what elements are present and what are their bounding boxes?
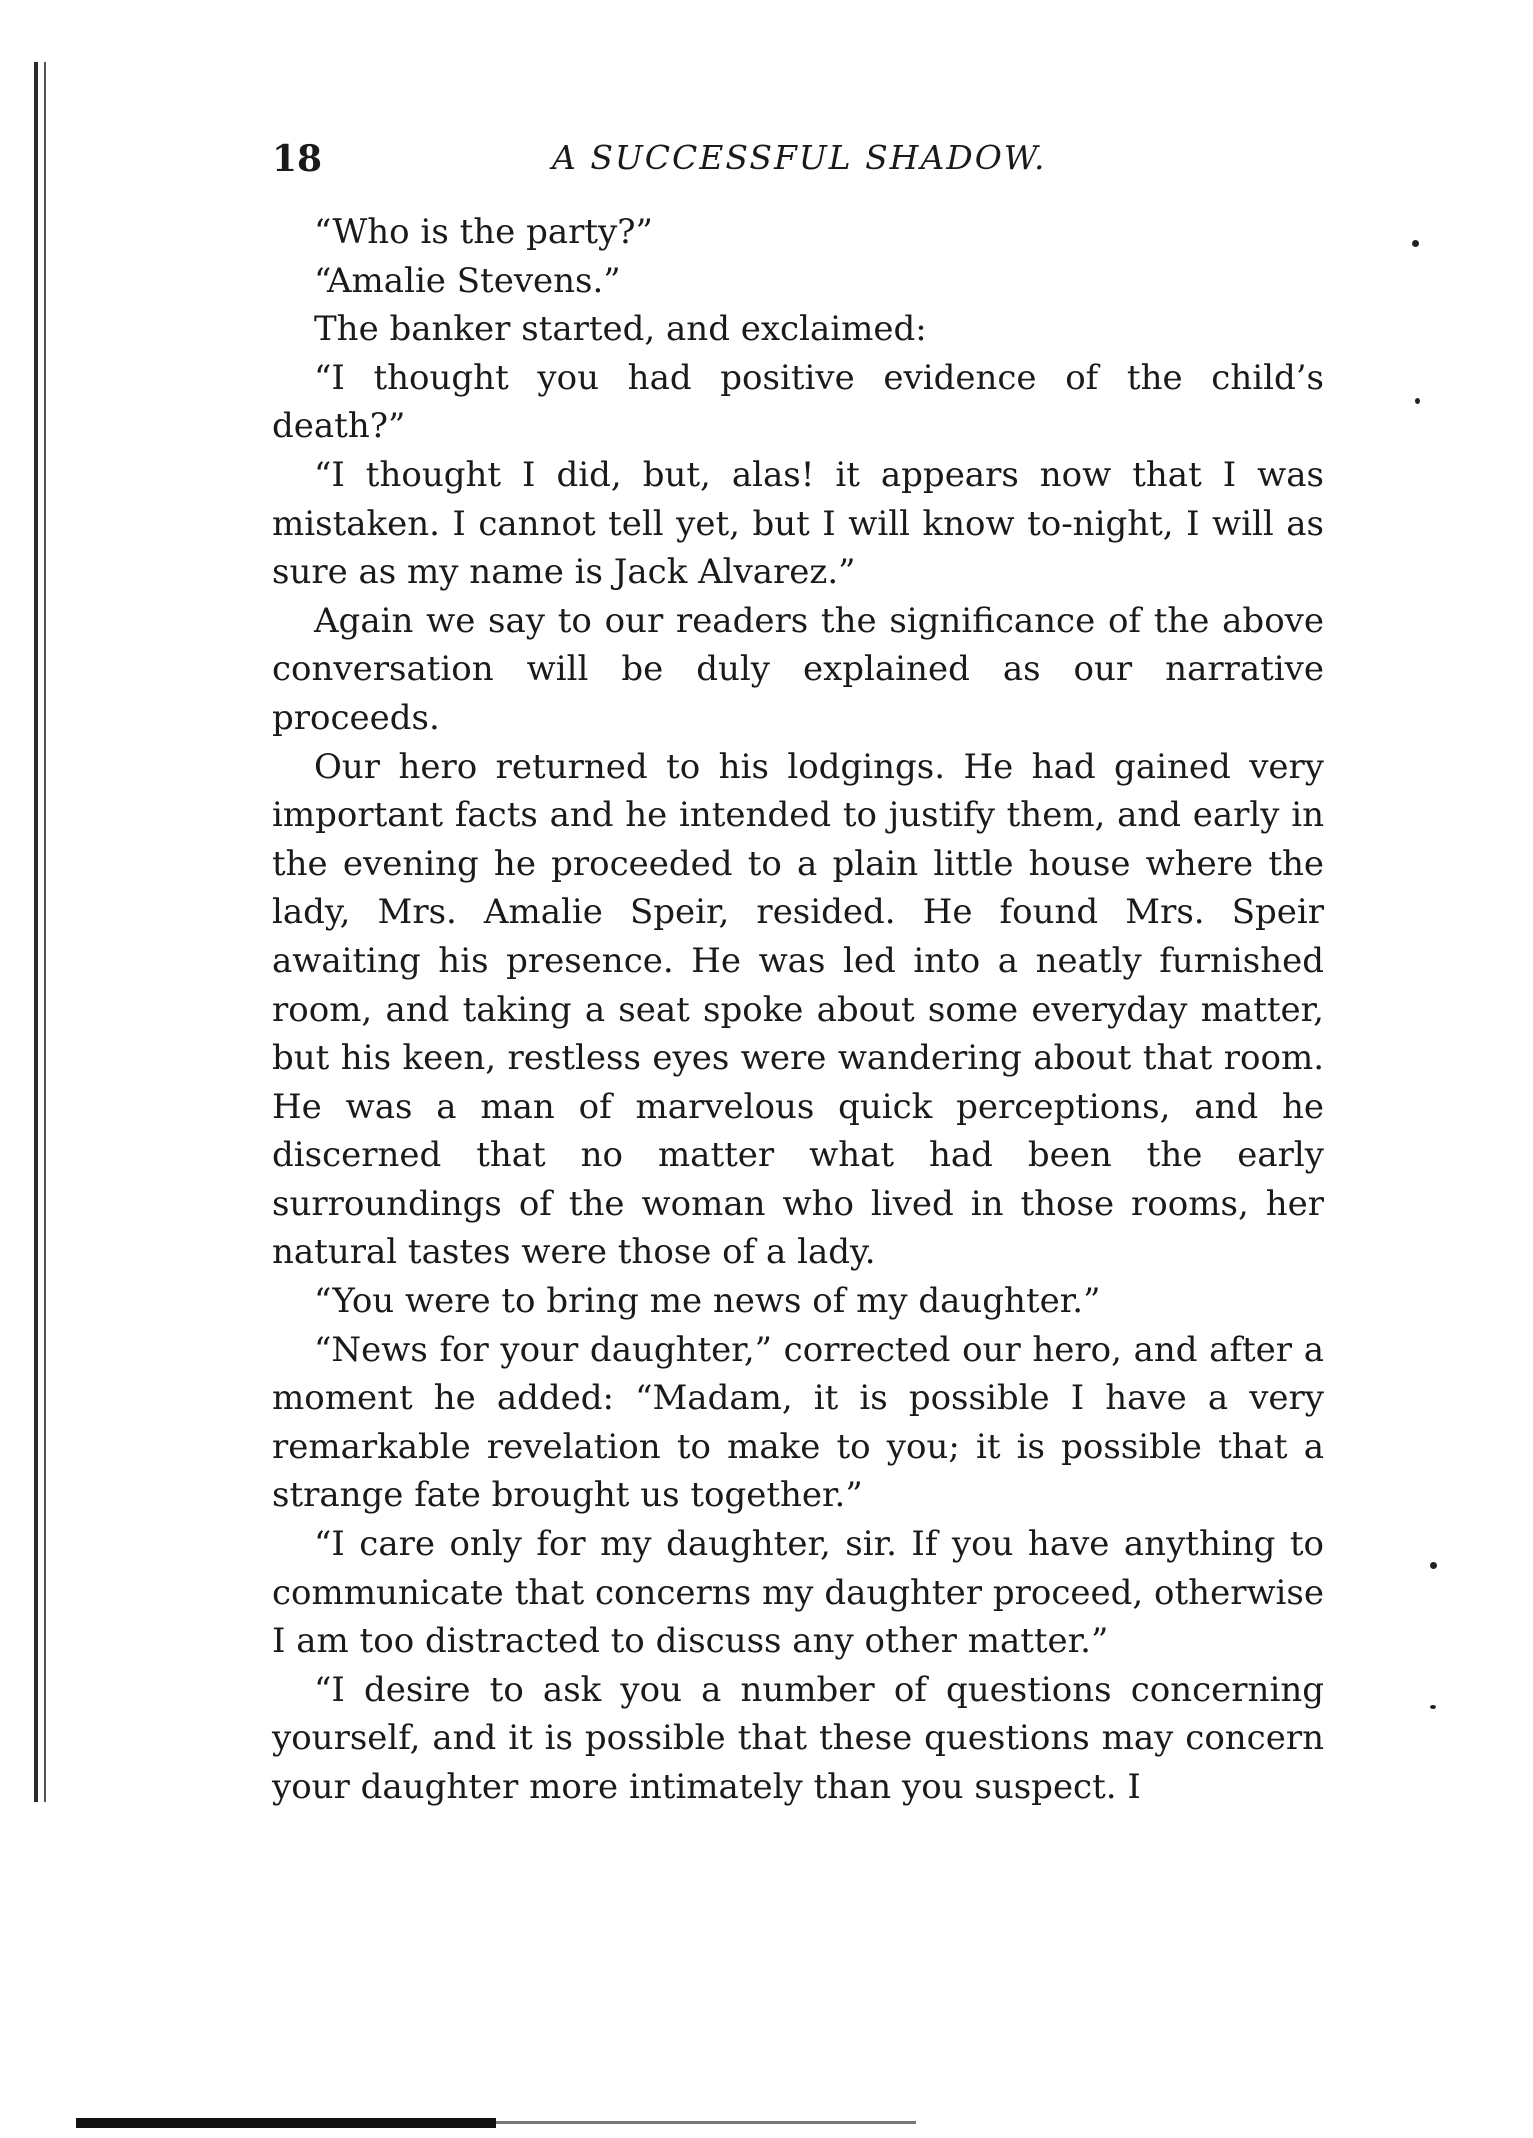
body-text [272,208,1324,1812]
paragraph: “Who is the party?” [314,212,653,252]
paragraph: “I care only for my daughter, sir. If you have anything to communicate that concerns my daughter proceed, otherwise I am too distracted to discuss any other matter.” [272,1524,1324,1662]
scan-speck [1430,1562,1437,1569]
scan-bottom-rule [76,2118,496,2128]
scan-speck [1415,398,1420,404]
paragraph: “I desire to ask you a number of questions concerning yourself, and it is possible that these questions may concern your daughter more intimately than you suspect. I [272,1669,1324,1807]
scan-gutter-line [34,62,38,1802]
paragraph: The banker started, and exclaimed: [314,309,927,350]
scan-bottom-rule-faint [496,2121,916,2124]
scan-speck [1412,240,1419,247]
scan-gutter-line-secondary [44,62,46,1802]
running-title: A SUCCESSFUL SHADOW. [552,138,1047,177]
paragraph: Again we say to our readers the significance of the above conversation will be duly explained as our narrative proceeds. [272,600,1324,738]
scan-speck [1430,1705,1436,1709]
paragraph: “I thought I did, but, alas! it appears now that I was mistaken. I cannot tell yet, but I will know to-night, I will as sure as my name is Jack Alvarez.” [272,454,1324,593]
page-number: 18 [272,138,323,180]
paragraph: “You were to bring me news of my daughter.” [314,1281,1101,1322]
paragraph: “I thought you had positive evidence of the child’s death?” [272,357,1324,447]
paragraph: Our hero returned to his lodgings. He had gained very important facts and he intended to justify them, and early in the evening he proceeded to a plain little house where the lady, Mrs. Amalie Speir, resided. He found Mrs. Speir awaiting his presence. He was led into a neatly furnished room, and taking a seat spoke about some everyday matter, but his keen, restless eyes were wandering about that room. He was a man of marvelous quick perceptions, and he discerned that no matter what had been the early surroundings of the woman who lived in those rooms, her natural tastes were those of a lady. [272,746,1324,1273]
paragraph: “Amalie Stevens.” [314,260,621,301]
paragraph: “News for your daughter,” corrected our hero, and after a moment he added: “Madam, it is possible I have a very remarkable revelation to make to you; it is possible that a strange fate brought us together.” [272,1329,1324,1516]
page-header [272,138,1322,188]
